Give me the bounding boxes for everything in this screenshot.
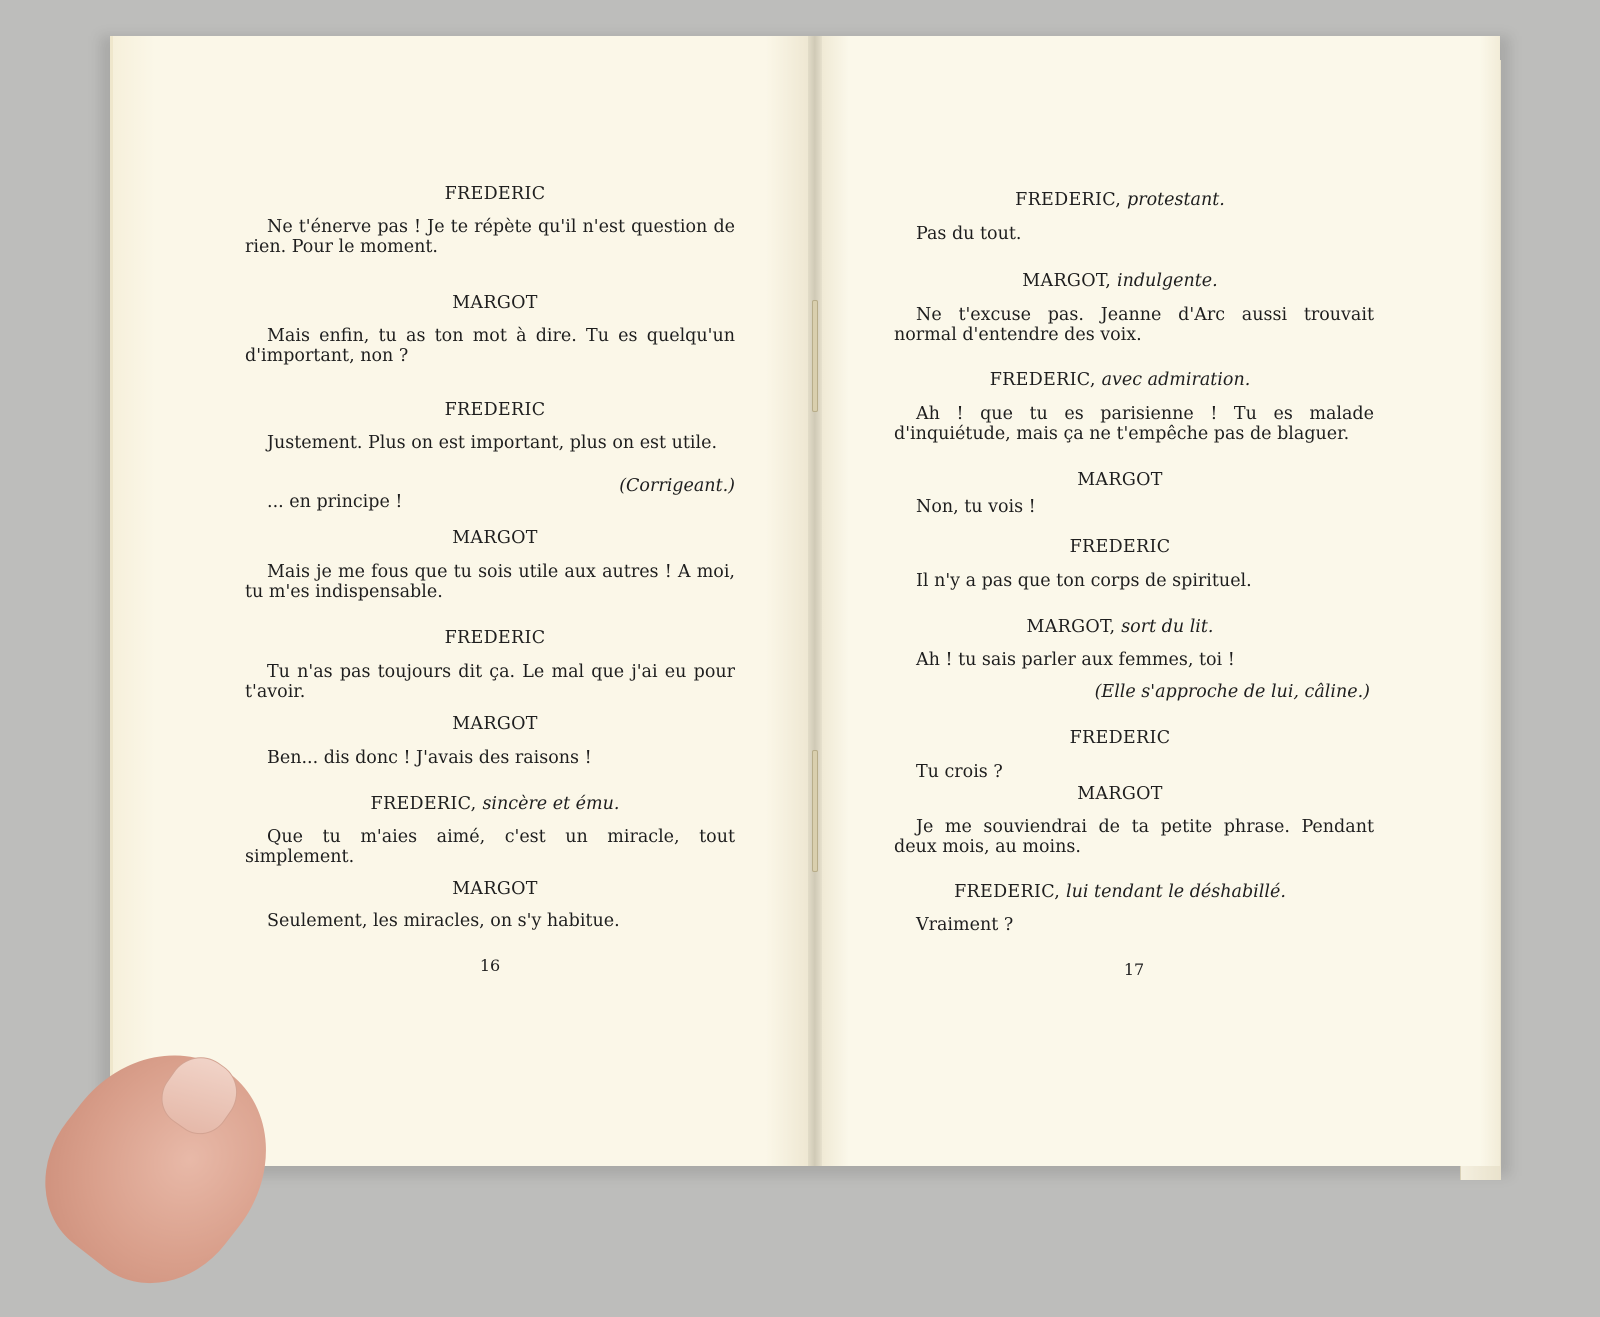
speaker-heading bbox=[245, 794, 745, 814]
speaker-direction: indulgente. bbox=[1116, 271, 1218, 291]
speaker-heading: MARGOT bbox=[452, 714, 538, 734]
dialogue-line: Ne t'excuse pas. Jeanne d'Arc aussi trouvait normal d'entendre des voix. bbox=[894, 305, 1374, 345]
speaker-heading: MARGOT bbox=[452, 879, 538, 899]
speaker-heading: FREDERIC bbox=[444, 184, 546, 204]
speaker-heading: FREDERIC bbox=[1069, 537, 1171, 557]
dialogue-line: Ah ! tu sais parler aux femmes, toi ! bbox=[916, 650, 1235, 670]
speaker-heading bbox=[880, 882, 1360, 902]
speaker-heading: FREDERIC bbox=[444, 400, 546, 420]
page-number: 16 bbox=[479, 956, 501, 975]
dialogue-line: Il n'y a pas que ton corps de spirituel. bbox=[916, 571, 1252, 591]
page-number: 17 bbox=[1123, 960, 1145, 979]
dialogue-line: Mais enfin, tu as ton mot à dire. Tu es quelqu'un d'important, non ? bbox=[245, 326, 735, 366]
speaker-heading: FREDERIC bbox=[444, 628, 546, 648]
speaker-name: FREDERIC, bbox=[954, 882, 1061, 902]
dialogue-line: Ah ! que tu es parisienne ! Tu es malade d'inquiétude, mais ça ne t'empêche pas de blaguer. bbox=[894, 404, 1374, 444]
speaker-heading bbox=[880, 190, 1360, 210]
dialogue-line: ... en principe ! bbox=[267, 492, 403, 512]
speaker-heading: MARGOT bbox=[452, 293, 538, 313]
dialogue-line: Tu n'as pas toujours dit ça. Le mal que j'ai eu pour t'avoir. bbox=[245, 662, 735, 702]
dialogue-line: Ne t'énerve pas ! Je te répète qu'il n'est question de rien. Pour le moment. bbox=[245, 217, 735, 257]
speaker-direction: avec admiration. bbox=[1101, 370, 1251, 390]
dialogue-line: Justement. Plus on est important, plus on est utile. bbox=[267, 433, 718, 453]
dialogue-line: Non, tu vois ! bbox=[916, 497, 1036, 517]
speaker-direction: sort du lit. bbox=[1121, 617, 1214, 637]
speaker-direction: protestant. bbox=[1127, 190, 1225, 210]
speaker-heading bbox=[880, 271, 1360, 291]
speaker-direction: lui tendant le déshabillé. bbox=[1066, 882, 1286, 902]
speaker-heading: MARGOT bbox=[1077, 784, 1163, 804]
speaker-name: FREDERIC, bbox=[1015, 190, 1122, 210]
dialogue-line: Pas du tout. bbox=[916, 224, 1022, 244]
speaker-heading: MARGOT bbox=[452, 528, 538, 548]
dialogue-line: Vraiment ? bbox=[916, 915, 1014, 935]
speaker-heading bbox=[880, 370, 1360, 390]
dialogue-line: Tu crois ? bbox=[916, 762, 1003, 782]
stage-direction: (Corrigeant.) bbox=[619, 476, 735, 496]
binding-stitch bbox=[812, 750, 818, 872]
binding-stitch bbox=[812, 300, 818, 412]
book-gutter bbox=[808, 36, 822, 1166]
dialogue-line: Je me souviendrai de ta petite phrase. Pendant deux mois, au moins. bbox=[894, 817, 1374, 857]
speaker-name: MARGOT, bbox=[1026, 617, 1116, 637]
dialogue-line: Que tu m'aies aimé, c'est un miracle, tout simplement. bbox=[245, 827, 735, 867]
dialogue-line: Mais je me fous que tu sois utile aux autres ! A moi, tu m'es indispensable. bbox=[245, 562, 735, 602]
speaker-name: FREDERIC, bbox=[989, 370, 1096, 390]
speaker-direction: sincère et ému. bbox=[482, 794, 620, 814]
stage-direction: (Elle s'approche de lui, câline.) bbox=[1094, 682, 1370, 702]
dialogue-line: Seulement, les miracles, on s'y habitue. bbox=[267, 911, 620, 931]
speaker-heading bbox=[880, 617, 1360, 637]
dialogue-line: Ben... dis donc ! J'avais des raisons ! bbox=[267, 748, 592, 768]
speaker-name: MARGOT, bbox=[1022, 271, 1112, 291]
speaker-heading: MARGOT bbox=[1077, 470, 1163, 490]
speaker-heading: FREDERIC bbox=[1069, 728, 1171, 748]
speaker-name: FREDERIC, bbox=[370, 794, 477, 814]
